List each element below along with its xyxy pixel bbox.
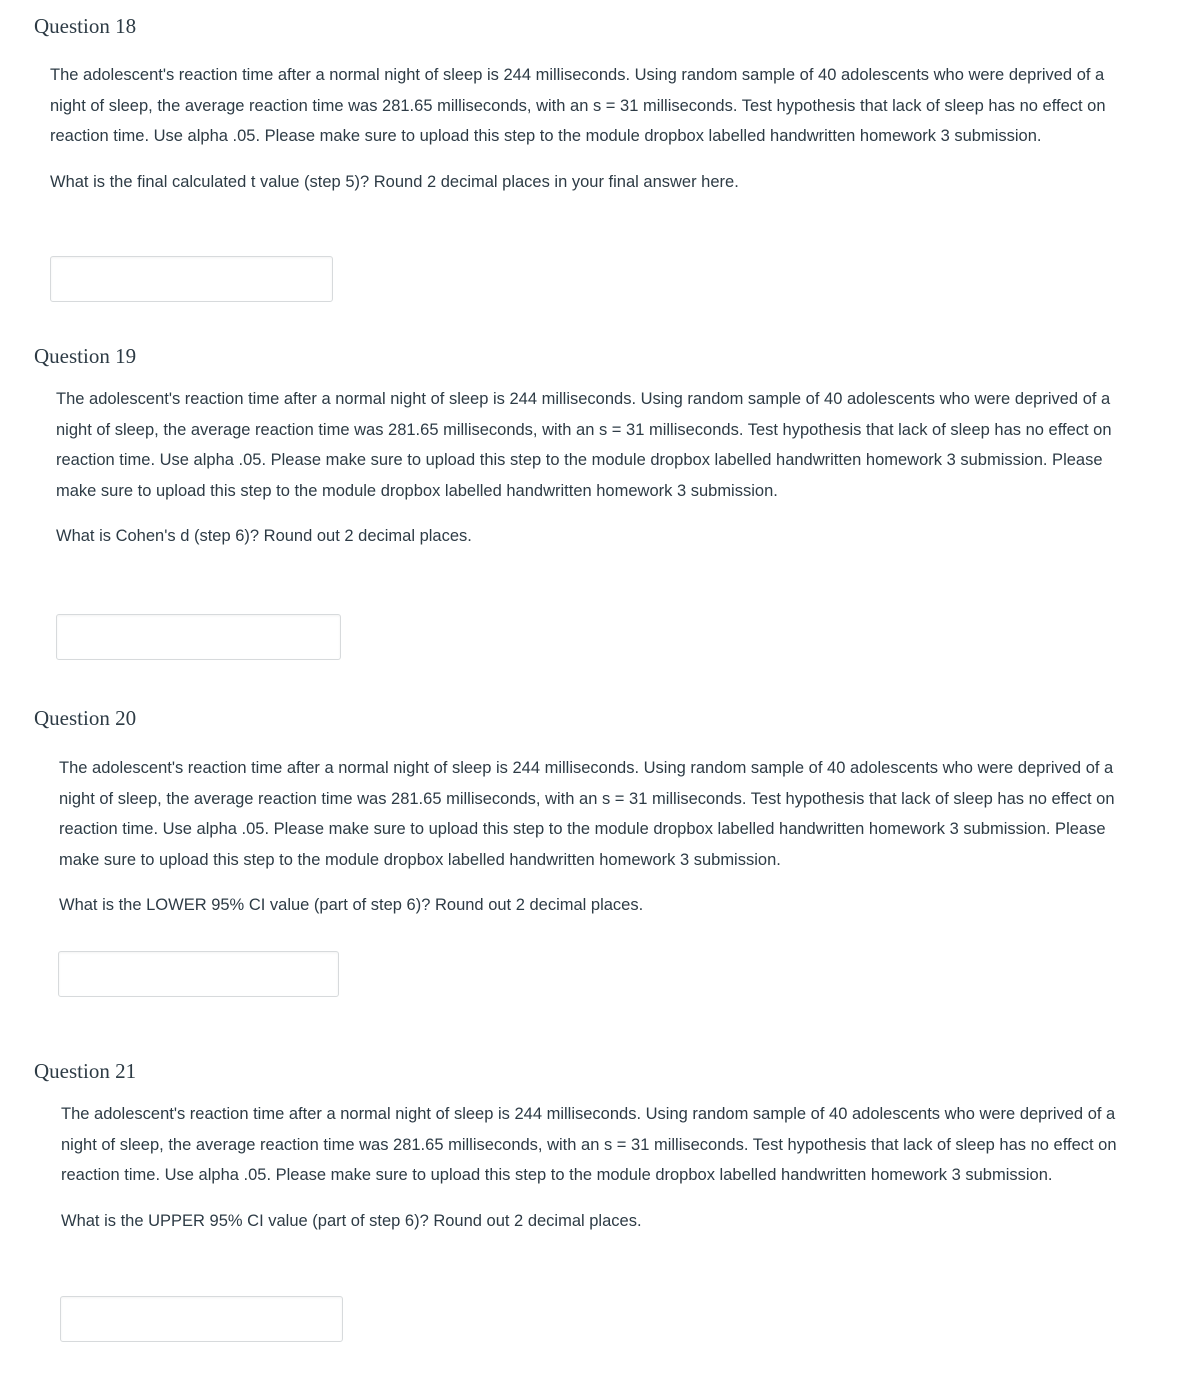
question-prompt: What is Cohen's d (step 6)? Round out 2 decimal places. xyxy=(56,527,472,545)
question-body xyxy=(56,384,1131,552)
question-body xyxy=(61,1099,1131,1236)
question-body xyxy=(59,753,1119,921)
answer-input[interactable] xyxy=(50,256,333,302)
question-title: Question 19 xyxy=(34,344,137,368)
question-prompt: What is the UPPER 95% CI value (part of step 6)? Round out 2 decimal places. xyxy=(61,1211,642,1230)
question-paragraph: The adolescent's reaction time after a normal night of sleep is 244 milliseconds. Using random sample of 40 adolescents who were deprived of a night of sleep, the average reaction time was 281.65 milliseconds, with an s = 31 milliseconds. Test hypothesis that lack of sleep has no effect on reaction time. Use alpha .05. Please make sure to upload this step to the module dropbox labelled handwritten homework 3 submission. Please make sure to upload this step to the module dropbox labelled handwritten homework 3 submission. xyxy=(56,390,1112,500)
question-prompt: What is the final calculated t value (step 5)? Round 2 decimal places in your final answer here. xyxy=(50,172,739,191)
question-title: Question 21 xyxy=(34,1059,137,1083)
question-title: Question 18 xyxy=(34,14,137,38)
question-paragraph: The adolescent's reaction time after a normal night of sleep is 244 milliseconds. Using random sample of 40 adolescents who were deprived of a night of sleep, the average reaction time was 281.65 milliseconds, with an s = 31 milliseconds. Test hypothesis that lack of sleep has no effect on reaction time. Use alpha .05. Please make sure to upload this step to the module dropbox labelled handwritten homework 3 submission. Please make sure to upload this step to the module dropbox labelled handwritten homework 3 submission. xyxy=(59,759,1115,869)
answer-input[interactable] xyxy=(58,951,339,997)
question-prompt: What is the LOWER 95% CI value (part of step 6)? Round out 2 decimal places. xyxy=(59,896,644,914)
question-paragraph: The adolescent's reaction time after a normal night of sleep is 244 milliseconds. Using random sample of 40 adolescents who were deprived of a night of sleep, the average reaction time was 281.65 milliseconds, with an s = 31 milliseconds. Test hypothesis that lack of sleep has no effect on reaction time. Use alpha .05. Please make sure to upload this step to the module dropbox labelled handwritten homework 3 submission. xyxy=(50,66,1106,145)
answer-input[interactable] xyxy=(60,1296,343,1342)
answer-input[interactable] xyxy=(56,614,341,660)
question-paragraph: The adolescent's reaction time after a normal night of sleep is 244 milliseconds. Using random sample of 40 adolescents who were deprived of a night of sleep, the average reaction time was 281.65 milliseconds, with an s = 31 milliseconds. Test hypothesis that lack of sleep has no effect on reaction time. Use alpha .05. Please make sure to upload this step to the module dropbox labelled handwritten homework 3 submission. xyxy=(61,1105,1117,1184)
question-title: Question 20 xyxy=(34,706,137,730)
question-body xyxy=(50,60,1115,197)
